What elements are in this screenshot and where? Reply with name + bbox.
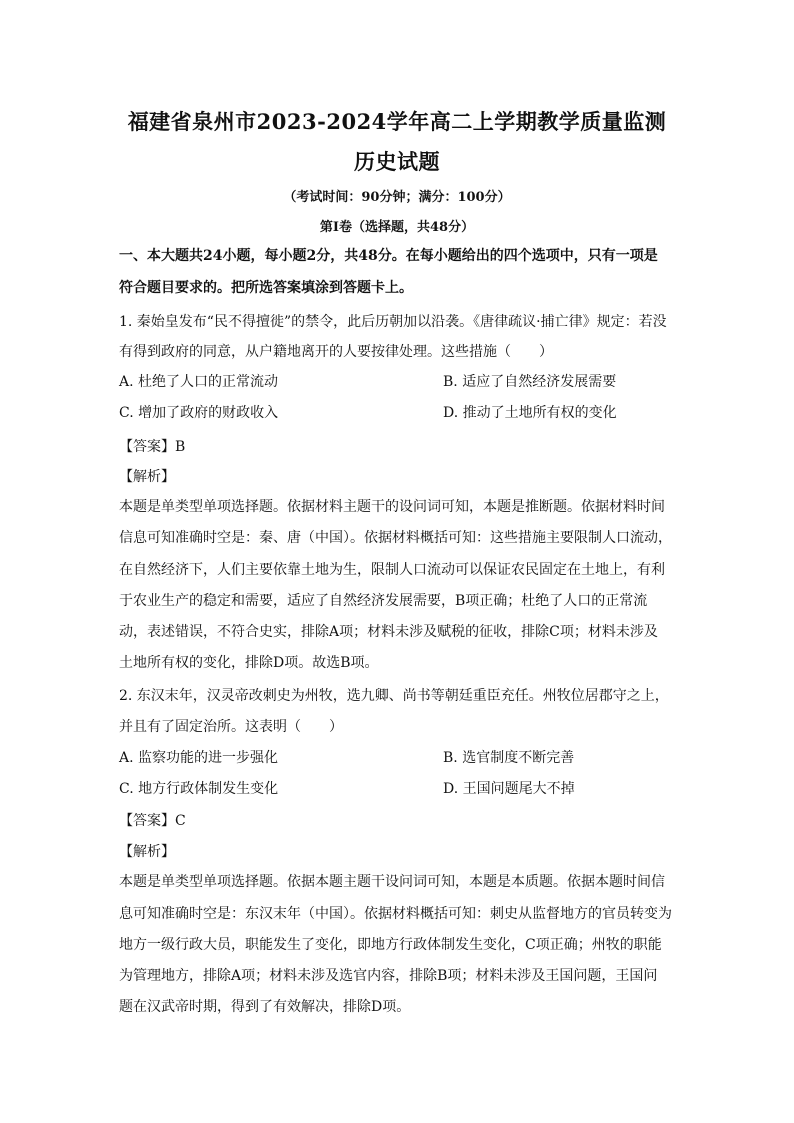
analysis-line: 本题是单类型单项选择题。依据本题主题干设问词可知，本题是本质题。依据本题时间信: [119, 874, 665, 890]
option-b: B. 选官制度不断完善: [443, 750, 575, 766]
option-d: D. 王国问题尾大不掉: [443, 781, 575, 797]
answer-label: 【答案】C: [119, 813, 186, 829]
analysis-line: 土地所有权的变化，排除D项。故选B项。: [119, 655, 379, 671]
question-stem-line: 2. 东汉末年，汉灵帝改刺史为州牧，选九卿、尚书等朝廷重臣充任。州牧位居郡守之上，: [119, 688, 669, 704]
section-label: 第Ⅰ卷（选择题，共48分）: [319, 220, 475, 235]
document-subtitle: 历史试题: [354, 149, 440, 174]
analysis-line: 为管理地方，排除A项；材料未涉及选官内容，排除B项；材料未涉及王国问题，王国问: [119, 968, 658, 984]
analysis-line: 信息可知准确时空是：秦、唐（中国）。依据材料概括可知：这些措施主要限制人口流动，: [119, 530, 672, 546]
analysis-label: 【解析】: [119, 844, 175, 860]
analysis-line: 地方一级行政大员，职能发生了变化，即地方行政体制发生变化，C项正确；州牧的职能: [119, 937, 662, 953]
analysis-line: 于农业生产的稳定和需要，适应了自然经济发展需要，B项正确；杜绝了人口的正常流: [119, 593, 648, 609]
option-a: A. 监察功能的进一步强化: [119, 750, 279, 766]
option-d: D. 推动了土地所有权的变化: [443, 405, 617, 421]
analysis-label: 【解析】: [119, 469, 175, 485]
exam-info: （考试时间：90分钟；满分：100分）: [283, 190, 511, 205]
instructions-line: 一、本大题共24小题，每小题2分，共48分。在每小题给出的四个选项中，只有一项是: [119, 248, 658, 264]
instructions-line: 符合题目要求的。把所选答案填涂到答题卡上。: [119, 280, 413, 296]
analysis-line: 本题是单类型单项选择题。依据材料主题干的设问词可知，本题是推断题。依据材料时间: [119, 499, 665, 515]
document-title: 福建省泉州市2023-2024学年高二上学期教学质量监测: [127, 109, 667, 134]
option-c: C. 地方行政体制发生变化: [119, 781, 279, 797]
analysis-line: 在自然经济下，人们主要依靠土地为生，限制人口流动可以保证农民固定在土地上，有利: [119, 562, 665, 578]
analysis-line: 题在汉武帝时期，得到了有效解决，排除D项。: [119, 999, 411, 1015]
question-stem-line: 1. 秦始皇发布“民不得擅徙”的禁令，此后历朝加以沿袭。《唐律疏议·捕亡律》规定：若没: [119, 314, 667, 330]
analysis-line: 息可知准确时空是：东汉末年（中国）。依据材料概括可知：刺史从监督地方的官员转变为: [119, 906, 672, 922]
question-stem-line: 有得到政府的同意，从户籍地离开的人要按律处理。这些措施（ ）: [119, 344, 553, 360]
analysis-line: 动，表述错误，不符合史实，排除A项；材料未涉及赋税的征收，排除C项；材料未涉及: [119, 624, 658, 640]
option-a: A. 杜绝了人口的正常流动: [119, 374, 279, 390]
answer-label: 【答案】B: [119, 439, 186, 455]
question-stem-line: 并且有了固定治所。这表明（ ）: [119, 719, 343, 735]
option-c: C. 增加了政府的财政收入: [119, 405, 279, 421]
option-b: B. 适应了自然经济发展需要: [443, 374, 617, 390]
